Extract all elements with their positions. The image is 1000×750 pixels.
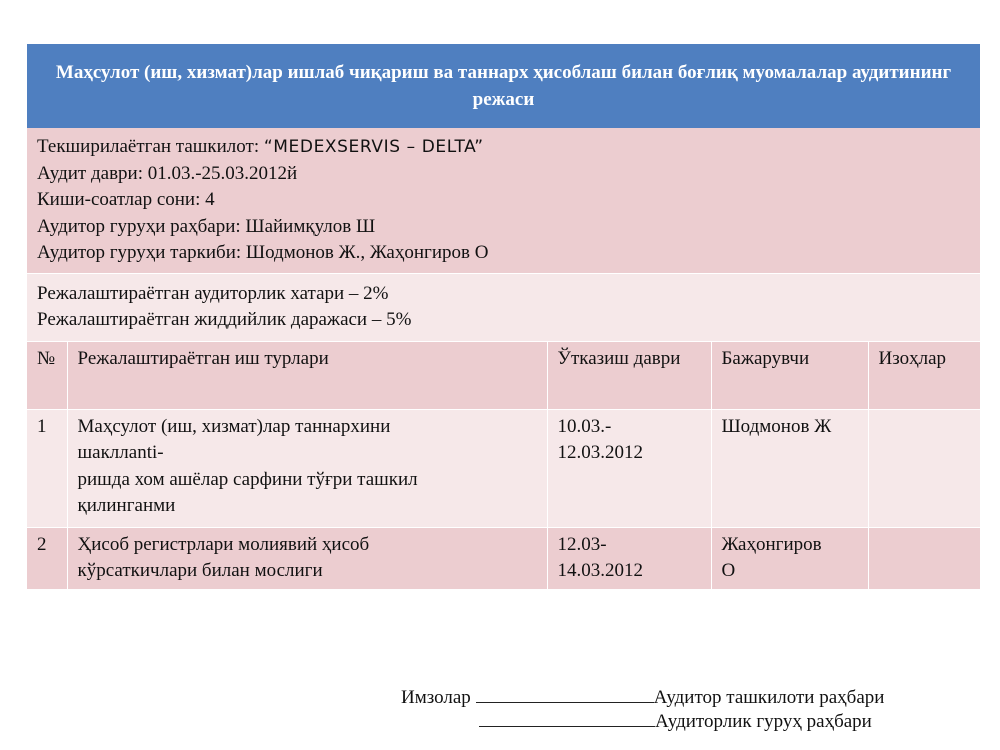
- row-period-line: 10.03.-: [557, 415, 612, 437]
- row-executor-line: О: [721, 560, 736, 581]
- column-header-executor: Бажарувчи: [711, 341, 868, 409]
- column-header-notes: Изоҳлар: [878, 347, 947, 369]
- column-header-work: Режалаштираётган иш турлари: [67, 341, 547, 409]
- table-row: [27, 527, 980, 589]
- organization-label: Текширилаётган ташкилот:: [37, 136, 264, 157]
- organization-info: [27, 128, 980, 273]
- signatures-block: [401, 686, 884, 734]
- row-work-line: шакллanti-: [77, 442, 164, 463]
- audit-risk: Режалаштираётган аудиторлик хатари – 2%: [37, 282, 389, 304]
- risk-row: [27, 273, 980, 341]
- row-work-line: қилинганми: [77, 495, 176, 516]
- materiality-level: Режалаштираётган жиддийлик даражаси – 5%: [37, 309, 412, 330]
- row-period-line: 12.03.2012: [557, 442, 643, 463]
- signature-role-organization: Аудитор ташкилоти раҳбари: [653, 687, 885, 708]
- row-work: [67, 409, 547, 527]
- risk-info: [27, 273, 980, 341]
- signature-blank: [476, 686, 654, 703]
- row-executor-line: Жаҳонгиров: [721, 533, 822, 555]
- man-hours: Киши-соатлар сони: 4: [37, 189, 215, 210]
- row-period-line: 14.03.2012: [557, 560, 643, 581]
- row-work-line: кўрсаткичлари билан мослиги: [77, 560, 323, 581]
- team-members: Аудитор гуруҳи таркиби: Шодмонов Ж., Жаҳонгиров О: [37, 242, 489, 263]
- column-header-row: [27, 341, 980, 409]
- row-period: [547, 409, 711, 527]
- organization-line: [37, 134, 970, 161]
- title-row: [27, 44, 980, 128]
- row-notes: [868, 409, 980, 527]
- row-executor: [711, 527, 868, 589]
- signature-line-group: [401, 710, 884, 734]
- signature-role-group: Аудиторлик гуруҳ раҳбари: [655, 711, 872, 732]
- row-work: [67, 527, 547, 589]
- row-period: [547, 527, 711, 589]
- audit-plan-table: [27, 44, 980, 589]
- row-notes: [868, 527, 980, 589]
- row-work-line: ришда хом ашёлар сарфини тўғри ташкил: [77, 468, 418, 490]
- audit-period: Аудит даври: 01.03.-25.03.2012й: [37, 162, 298, 184]
- signatures-label: Имзолар: [401, 687, 476, 708]
- signature-blank: [479, 710, 655, 727]
- column-header-period: Ўтказиш даври: [547, 341, 711, 409]
- signature-line-organization: [401, 686, 884, 710]
- row-num: 2: [27, 527, 67, 589]
- row-period-line: 12.03-: [557, 533, 607, 555]
- plan-title: Маҳсулот (иш, хизмат)лар ишлаб чиқариш ва таннарх ҳисоблаш билан боғлиқ муомалалар аудитининг режаси: [27, 44, 980, 128]
- row-work-line: Маҳсулот (иш, хизмат)лар таннархини: [77, 415, 391, 437]
- row-num: 1: [27, 409, 67, 527]
- table-row: [27, 409, 980, 527]
- row-work-line: Ҳисоб регистрлари молиявий ҳисоб: [77, 533, 370, 555]
- organization-info-row: [27, 128, 980, 273]
- row-executor: Шодмонов Ж: [711, 409, 868, 527]
- team-leader: Аудитор гуруҳи раҳбари: Шайимқулов Ш: [37, 215, 376, 237]
- organization-name: “MEDEXSERVIS – DELTA”: [263, 137, 484, 157]
- column-header-num: №: [27, 341, 67, 409]
